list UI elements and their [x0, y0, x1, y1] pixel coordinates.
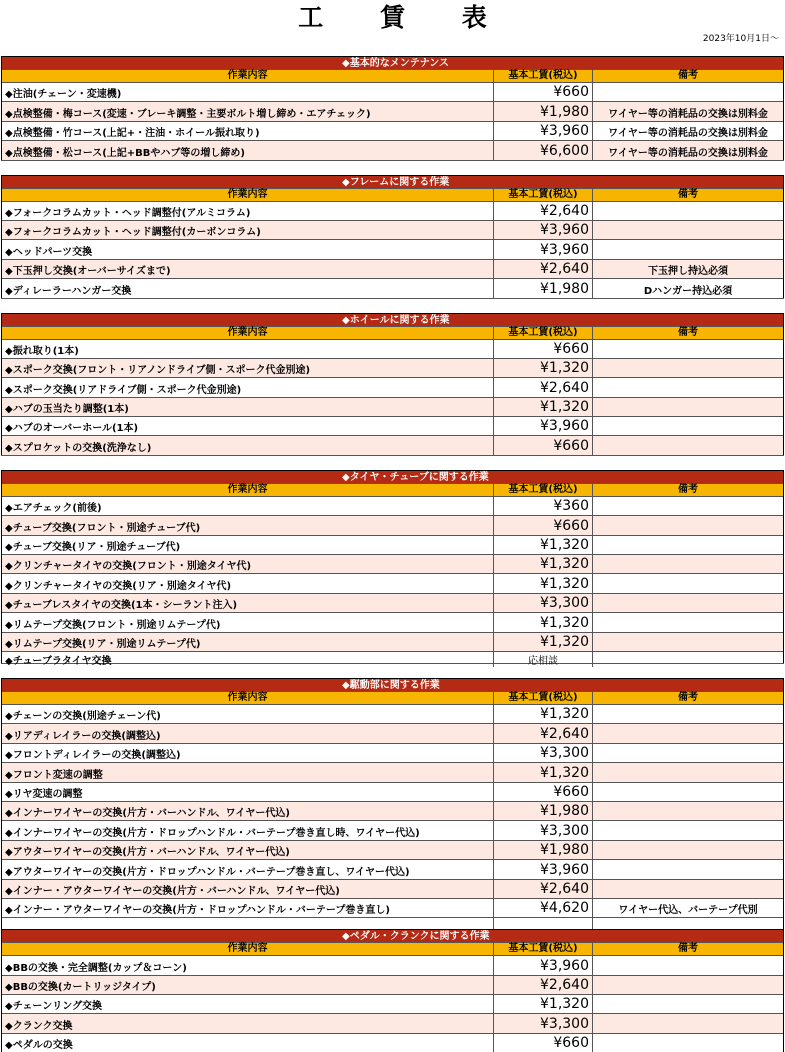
service-name: ◆インナーワイヤーの交換(片方・バーハンドル、ワイヤー代込) [2, 802, 494, 820]
column-header-item: 作業内容 [2, 943, 494, 955]
service-name: ◆スポーク交換(フロント・リアノンドライブ側・スポーク代金別途) [2, 359, 494, 377]
service-price: ¥2,640 [494, 378, 593, 396]
service-price: ¥3,960 [494, 221, 593, 239]
service-price: ¥2,640 [494, 260, 593, 278]
table-row [2, 612, 783, 631]
section-gap [1, 455, 784, 470]
column-header [2, 942, 783, 955]
service-note [593, 240, 783, 258]
service-name: ◆ハブの玉当たり調整(1本) [2, 398, 494, 416]
table-row [2, 239, 783, 258]
section-title: ◆ホイールに関する作業 [2, 313, 783, 326]
column-header [2, 691, 783, 704]
service-price: ¥3,300 [494, 744, 593, 762]
table-row [2, 723, 783, 742]
service-note [593, 417, 783, 435]
service-price: ¥1,320 [494, 763, 593, 781]
service-note [593, 1034, 783, 1052]
service-name: ◆チェーンの交換(別途チェーン代) [2, 705, 494, 723]
table-row [2, 955, 783, 974]
service-name: ◆リムテープ交換(フロント・別途リムテープ代) [2, 613, 494, 631]
table-row [2, 820, 783, 839]
table-row [2, 121, 783, 140]
service-price: ¥660 [494, 516, 593, 534]
table-row [2, 259, 783, 278]
table-row [2, 704, 783, 723]
table-row [2, 201, 783, 220]
service-price: ¥660 [494, 340, 593, 358]
service-price: ¥1,980 [494, 802, 593, 820]
service-name: ◆ヘッドパーツ交換 [2, 240, 494, 258]
service-price: ¥1,320 [494, 536, 593, 554]
service-price: ¥3,960 [494, 240, 593, 258]
service-name: ◆フォークコラムカット・ヘッド調整付(カーボンコラム) [2, 221, 494, 239]
column-header [2, 326, 783, 339]
service-price: ¥3,300 [494, 821, 593, 839]
section-title: ◆フレームに関する作業 [2, 175, 783, 188]
service-note [593, 221, 783, 239]
service-name: ◆ペダルの交換 [2, 1034, 494, 1052]
service-price: ¥660 [494, 83, 593, 101]
table-row [2, 840, 783, 859]
column-header-note: 備考 [678, 326, 698, 338]
service-name: ◆下玉押し交換(オーバーサイズまで) [2, 260, 494, 278]
table-section [1, 470, 784, 667]
service-price: ¥360 [494, 497, 593, 515]
service-note [593, 594, 783, 612]
service-note [593, 359, 783, 377]
table-row [2, 397, 783, 416]
service-note [593, 821, 783, 839]
service-note [593, 516, 783, 534]
section-title: ◆ペダル・クランクに関する作業 [2, 929, 783, 942]
table-row [2, 140, 783, 159]
service-note [593, 574, 783, 592]
table-row [2, 573, 783, 592]
service-note [593, 555, 783, 573]
service-name: ◆チューブ交換(フロント・別途チューブ代) [2, 516, 494, 534]
service-price: ¥660 [494, 436, 593, 454]
column-header [2, 483, 783, 496]
service-price: ¥1,320 [494, 633, 593, 651]
service-price: ¥660 [494, 783, 593, 801]
service-name: ◆フロントディレイラーの交換(調整込) [2, 744, 494, 762]
service-price: ¥2,640 [494, 202, 593, 220]
table-section [1, 313, 784, 455]
service-name: ◆チューブラタイヤ交換 [2, 652, 494, 667]
service-note [593, 956, 783, 974]
table-row [2, 632, 783, 651]
blank-row [2, 917, 783, 929]
service-price: ¥3,300 [494, 1014, 593, 1032]
table-row [2, 82, 783, 101]
service-note: 下玉押し持込必須 [648, 266, 728, 278]
column-header-price: 基本工賃(税込) [494, 70, 593, 82]
table-row [2, 994, 783, 1013]
section-title: ◆基本的なメンテナンス [2, 56, 783, 69]
section-title: ◆タイヤ・チューブに関する作業 [2, 470, 783, 483]
service-note [593, 783, 783, 801]
service-note [593, 744, 783, 762]
service-price: ¥1,320 [494, 705, 593, 723]
service-note [593, 763, 783, 781]
service-name: ◆ディレーラーハンガー交換 [2, 279, 494, 297]
service-price: ¥4,620 [494, 899, 593, 917]
column-header-note: 備考 [678, 188, 698, 200]
service-name: ◆インナー・アウターワイヤーの交換(片方・バーハンドル、ワイヤー代込) [2, 880, 494, 898]
column-header-note: 備考 [678, 70, 698, 81]
service-name: ◆フォークコラムカット・ヘッド調整付(アルミコラム) [2, 202, 494, 220]
table-section [1, 56, 784, 160]
service-price: ¥3,960 [494, 956, 593, 974]
service-note [593, 995, 783, 1013]
service-price: ¥660 [494, 1034, 593, 1052]
column-header-price: 基本工賃(税込) [494, 943, 593, 955]
column-header-item: 作業内容 [2, 70, 494, 82]
table-row [2, 859, 783, 878]
service-name: ◆注油(チェーン・変速機) [2, 83, 494, 101]
service-name: ◆エアチェック(前後) [2, 497, 494, 515]
service-price: ¥1,320 [494, 574, 593, 592]
service-name: ◆ハブのオーバーホール(1本) [2, 417, 494, 435]
service-name: ◆リムテープ交換(リア・別途リムテープ代) [2, 633, 494, 651]
service-price: ¥1,320 [494, 359, 593, 377]
column-header-price: 基本工賃(税込) [494, 189, 593, 201]
table-row [2, 898, 783, 917]
service-name: ◆アウターワイヤーの交換(片方・バーハンドル、ワイヤー代込) [2, 841, 494, 859]
column-header-price: 基本工賃(税込) [494, 484, 593, 496]
column-header-note: 備考 [678, 943, 698, 955]
service-note [593, 536, 783, 554]
table-row [2, 1033, 783, 1052]
column-header-note: 備考 [678, 691, 698, 703]
service-note [593, 976, 783, 994]
column-header [2, 69, 783, 82]
service-price: ¥6,600 [494, 141, 593, 159]
service-name: ◆クリンチャータイヤの交換(リア・別途タイヤ代) [2, 574, 494, 592]
table-row [2, 801, 783, 820]
table-row [2, 554, 783, 573]
table-row [2, 435, 783, 454]
table-row [2, 278, 783, 297]
service-name: ◆クリンチャータイヤの交換(フロント・別途タイヤ代) [2, 555, 494, 573]
service-name: ◆チューブレスタイヤの交換(1本・シーラント注入) [2, 594, 494, 612]
service-price: ¥3,300 [494, 594, 593, 612]
service-name: ◆BBの交換・完全調整(カップ＆コーン) [2, 956, 494, 974]
column-header-item: 作業内容 [2, 327, 494, 339]
service-note [593, 841, 783, 859]
service-name: ◆インナーワイヤーの交換(片方・ドロップハンドル・バーテープ巻き直し時、ワイヤー代込) [2, 821, 494, 839]
page-title: 工 賃 表 [298, 3, 511, 32]
service-note [593, 497, 783, 515]
service-note [593, 398, 783, 416]
service-price: ¥1,320 [494, 555, 593, 573]
service-note [593, 613, 783, 631]
column-header-price: 基本工賃(税込) [494, 327, 593, 339]
service-note [593, 1014, 783, 1032]
table-row [2, 975, 783, 994]
service-note [593, 340, 783, 358]
service-note [593, 802, 783, 820]
service-name: ◆リヤ変速の調整 [2, 783, 494, 801]
column-header-item: 作業内容 [2, 484, 494, 496]
table-row [2, 101, 783, 120]
table-row [2, 416, 783, 435]
section-gap [1, 298, 784, 313]
price-table [1, 56, 784, 1052]
service-note [593, 724, 783, 742]
service-name: ◆BBの交換(カートリッジタイプ) [2, 976, 494, 994]
service-name: ◆点検整備・竹コース(上記+・注油・ホイール振れ取り) [2, 122, 494, 140]
service-price: ¥1,320 [494, 398, 593, 416]
service-price: ¥3,960 [494, 122, 593, 140]
service-name: ◆スプロケットの交換(洗浄なし) [2, 436, 494, 454]
table-section [1, 929, 784, 1052]
column-header-item: 作業内容 [2, 189, 494, 201]
service-name: ◆点検整備・梅コース(変速・ブレーキ調整・主要ボルト増し締め・エアチェック) [2, 102, 494, 120]
service-name: ◆点検整備・松コース(上記+BBやハブ等の増し締め) [2, 141, 494, 159]
service-name: ◆フロント変速の調整 [2, 763, 494, 781]
effective-date: 2023年10月1日～ [702, 34, 779, 44]
service-price: ¥1,980 [494, 841, 593, 859]
service-price: ¥1,980 [494, 279, 593, 297]
service-note [593, 436, 783, 454]
service-price: ¥2,640 [494, 724, 593, 742]
service-name: ◆スポーク交換(リアドライブ側・スポーク代金別途) [2, 378, 494, 396]
table-row [2, 782, 783, 801]
column-header-note: 備考 [678, 483, 698, 495]
column-header [2, 188, 783, 201]
table-row [2, 220, 783, 239]
service-note [593, 860, 783, 878]
service-price: ¥3,960 [494, 417, 593, 435]
table-row [2, 651, 783, 667]
table-row [2, 743, 783, 762]
table-row [2, 339, 783, 358]
table-row [2, 879, 783, 898]
service-note: ワイヤー等の消耗品の交換は別料金 [608, 128, 768, 140]
service-note [593, 880, 783, 898]
table-row [2, 535, 783, 554]
service-note [593, 633, 783, 651]
table-row [2, 593, 783, 612]
service-price: ¥2,640 [494, 976, 593, 994]
section-gap [1, 160, 784, 175]
table-row [2, 762, 783, 781]
service-name: ◆チェーンリング交換 [2, 995, 494, 1013]
table-row [2, 1013, 783, 1032]
service-price: ¥1,980 [494, 102, 593, 120]
column-header-item: 作業内容 [2, 692, 494, 704]
table-row [2, 377, 783, 396]
table-section [1, 678, 784, 929]
service-note [593, 652, 783, 667]
service-name: ◆振れ取り(1本) [2, 340, 494, 358]
service-note: ワイヤー等の消耗品の交換は別料金 [608, 108, 768, 120]
table-row [2, 515, 783, 534]
service-price: ¥1,320 [494, 613, 593, 631]
table-row [2, 496, 783, 515]
service-name: ◆チューブ交換(リア・別途チューブ代) [2, 536, 494, 554]
service-note [593, 378, 783, 396]
section-title: ◆駆動部に関する作業 [2, 678, 783, 691]
service-price: ¥1,320 [494, 995, 593, 1013]
service-note: ワイヤー代込、バーテープ代別 [618, 905, 758, 917]
service-name: ◆アウターワイヤーの交換(片方・ドロップハンドル・バーテープ巻き直し、ワイヤー代込) [2, 860, 494, 878]
service-note [593, 705, 783, 723]
service-name: ◆リアディレイラーの交換(調整込) [2, 724, 494, 742]
service-note [593, 83, 783, 101]
table-row [2, 358, 783, 377]
service-price: 応相談 [494, 652, 593, 667]
service-note [593, 202, 783, 220]
service-note: ワイヤー等の消耗品の交換は別料金 [608, 147, 768, 159]
column-header-price: 基本工賃(税込) [494, 692, 593, 704]
service-price: ¥2,640 [494, 880, 593, 898]
table-section [1, 175, 784, 298]
service-name: ◆インナー・アウターワイヤーの交換(片方・ドロップハンドル・バーテープ巻き直し) [2, 899, 494, 917]
service-price: ¥3,960 [494, 860, 593, 878]
service-note: Dハンガー持込必須 [643, 285, 733, 297]
service-name: ◆クランク交換 [2, 1014, 494, 1032]
